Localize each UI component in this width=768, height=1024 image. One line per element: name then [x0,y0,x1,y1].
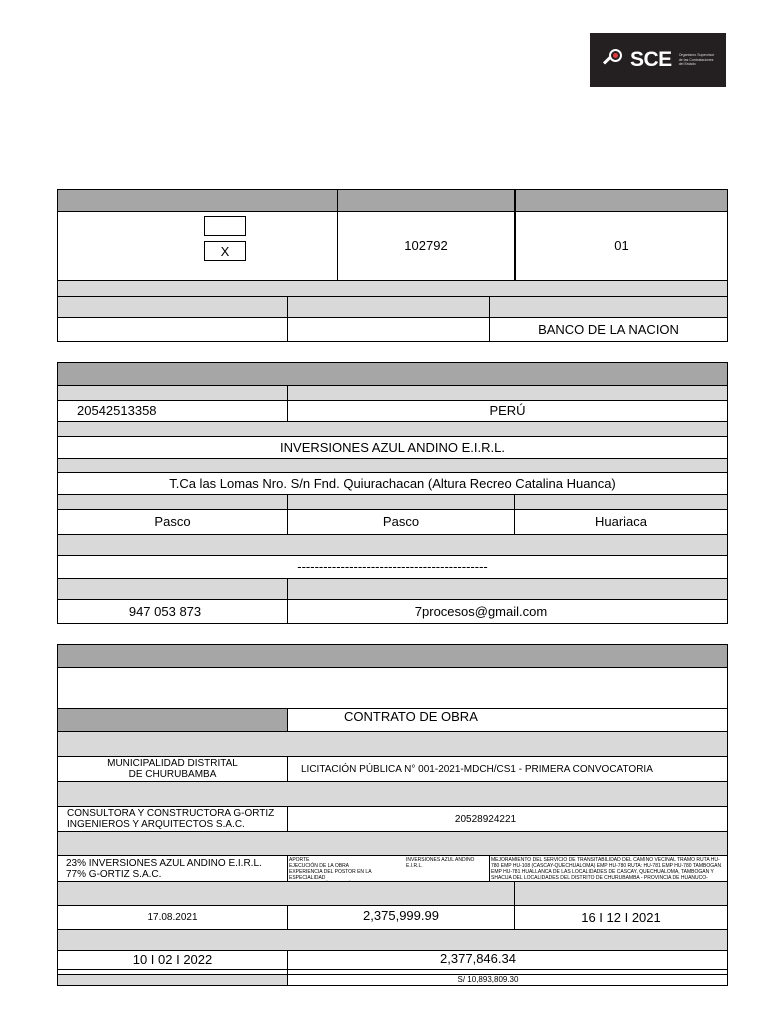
checkbox-option-2[interactable]: X [204,241,246,261]
closing-label-row [58,929,727,950]
registration-number: 102792 [404,238,448,253]
procedure-name: LICITACIÓN PÚBLICA N° 001-2021-MDCH/CS1 - PRIMERA CONVOCATORIA [301,763,653,775]
total-row [57,974,728,986]
consortium-ruc: 20528924221 [454,813,517,825]
contracting-entity: MUNICIPALIDAD DISTRITAL DE CHURUBAMBA [107,758,238,780]
magnifier-icon [604,49,626,71]
representative-placeholder: -------------------------------------------- [297,559,488,574]
section1-header-row [58,190,727,211]
divider [489,855,490,881]
contract-type: CONTRATO DE OBRA [344,708,478,724]
name-label-row [58,421,727,436]
total-amount: S/ 10,893,809.30 [457,975,519,984]
location-label-row [58,494,727,509]
divider [287,296,288,341]
bank-name: BANCO DE LA NACION [538,321,679,337]
company-district: Huariaca [594,514,648,529]
logo-text: SCE [630,48,672,71]
dates-label-row [58,881,727,905]
representative-label-row [58,534,727,555]
contact-label-row [58,578,727,599]
company-province: Pasco [382,514,420,529]
section2-header-row [58,363,727,385]
osce-logo [590,33,726,87]
company-country: PERÚ [489,403,526,418]
section1-subheader-row [58,280,727,296]
final-amount: 2,377,846.34 [440,951,516,966]
contract-object: MEJORAMIENTO DEL SERVICIO DE TRANSITABILIDAD DEL CAMINO VECINAL TRAMO RUTA HU-780 EMP HU-108 (CASCAY-QUECHUALOMA) EMP HU-780 RUTA: HU-781 EMP HU-780 TAMBOGAN EMP HU-781 HUALLANCA DE LAS LOCALIDADES DE CASCAY, QUECHUALOMA, TAMBOGAN Y SHACUA DEL LOCALIDADES DEL DISTRITO DE CHURUBAMBA - PROVINCIA DE HUANUCO- [491,857,722,881]
section-registration [57,189,728,342]
checkbox-option-1[interactable] [204,216,246,236]
contract-type-label [58,708,287,731]
ruc-label-row [58,385,727,400]
consortium-name: CONSULTORA Y CONSTRUCTORA G-ORTIZ INGENIEROS Y ARQUITECTOS S.A.C. [67,808,275,830]
section-experience [57,644,728,986]
section-company [57,362,728,624]
entity-label-row [58,731,727,756]
company-name: INVERSIONES AZUL ANDINO E.I.R.L. [280,439,505,455]
logo-subtitle: Organismo Supervisor de las Contrataciones del Estado [678,53,715,67]
consortium-label-row [58,781,727,806]
company-ruc: 20542513358 [77,403,157,418]
partner-reference: INVERSIONES AZUL ANDINO E.I.R.L. [406,857,475,869]
company-department: Pasco [154,514,191,529]
divider [58,969,727,970]
date-signed: 17.08.2021 [147,912,198,923]
contract-amount: 2,375,999.99 [363,908,439,923]
start-date: 16 I 12 I 2021 [581,909,661,925]
participation-label-row [58,831,727,855]
section3-blank-row [58,667,727,708]
address-label-row [58,458,727,472]
company-phone: 947 053 873 [128,603,202,619]
total-label [58,975,287,985]
obligations: APORTE EJECUCIÓN DE LA OBRA EXPERIENCIA DEL POSTOR EN LA ESPECIALIDAD [289,857,372,881]
end-date: 10 I 02 I 2022 [132,952,213,967]
section1-label-row [58,296,727,317]
company-address: T.Ca las Lomas Nro. S/n Fnd. Quiurachacan (Altura Recreo Catalina Huanca) [169,475,616,491]
company-email: 7procesos@gmail.com [414,603,548,619]
participation: 23% INVERSIONES AZUL ANDINO E.I.R.L. 77% G-ORTIZ S.A.C. [66,857,262,880]
registration-code: 01 [614,238,629,253]
section3-header-row [58,645,727,667]
